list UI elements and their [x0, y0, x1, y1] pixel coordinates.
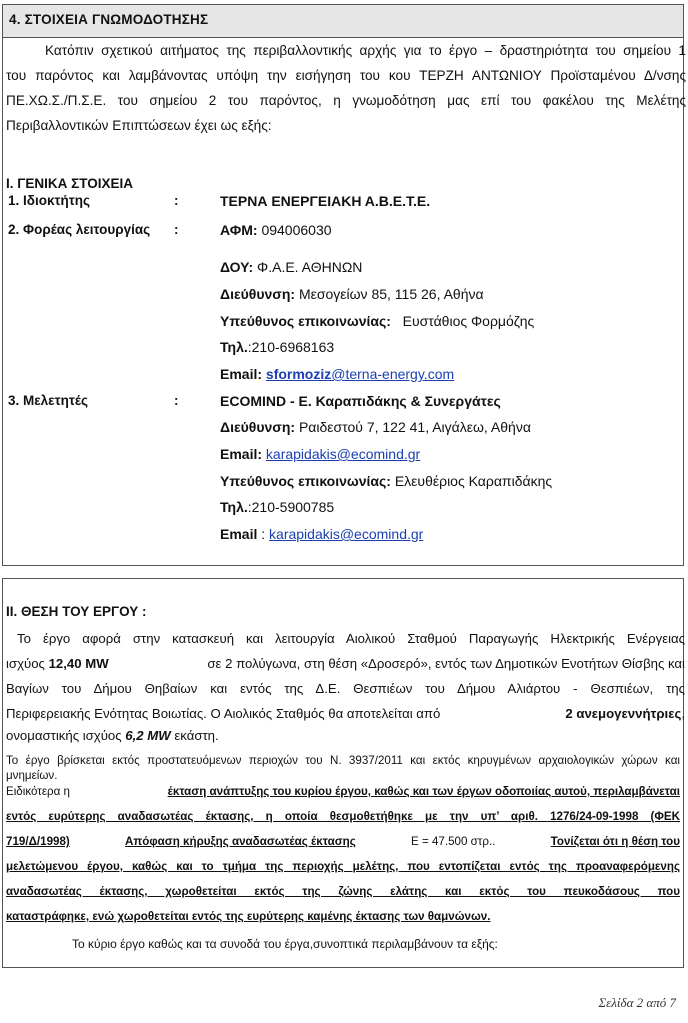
intro-line-4: Περιβαλλοντικών Επιπτώσεων έχει ως εξής: — [6, 118, 272, 133]
consultants-label: 3. Μελετητές — [8, 393, 88, 408]
consultants-email — [220, 446, 420, 462]
consultants-colon: : — [174, 393, 179, 408]
operator-phone-label: Τηλ. — [220, 339, 248, 355]
p1-line-3: Βαγίων του Δήμου Θηβαίων και εντός της Δ.Ε. Θεσπιέων του Δήμου Αλιάρτου - Θεσπιέων, της — [6, 681, 685, 696]
p1-l5-c: εκάστη. — [174, 728, 219, 743]
p3-line-3 — [6, 835, 680, 848]
p3-line-6: καταστράφηκε, ενώ χωροθετείται εντός της ευρύτερης καμένης έκτασης των θαμνώνων. — [6, 910, 491, 923]
intro-line-3: ΠΕ.ΧΩ.Σ./Π.Σ.Ε. του σημείου 2 του παρόντος, η γνωμοδότηση μας επί του φακέλου της Μελέτης — [6, 93, 686, 108]
consultants-contact-label: Υπεύθυνος επικοινωνίας: — [220, 473, 391, 489]
operator-email-domain: @terna-energy.com — [331, 366, 455, 382]
operator-colon: : — [174, 222, 179, 237]
intro-line-1: Κατόπιν σχετικού αιτήματος της περιβαλλοντικής αρχής για το έργο – δραστηριότητα του σημείου 1 — [45, 43, 686, 58]
doy-label: ΔΟΥ: — [220, 259, 254, 275]
p3-line-1 — [6, 785, 680, 798]
consultants-phone-label: Τηλ. — [220, 499, 248, 515]
section-4-title: 4. ΣΤΟΙΧΕΙΑ ΓΝΩΜΟΔΟΤΗΣΗΣ — [9, 12, 209, 27]
consultants-email2-link[interactable]: karapidakis@ecomind.gr — [269, 526, 424, 542]
consultants-contact — [220, 473, 552, 489]
intro-line-2: του παρόντος και λαμβάνοντας υπόψη την εισήγηση του κου ΤΕΡΖΗ ΑΝΤΩΝΙΟΥ Προϊσταμένου Δ/νσης — [6, 68, 686, 83]
operator-contact — [220, 313, 534, 329]
p1-l2-c: σε 2 πολύγωνα, στη θέση «Δροσερό», εντός των Δημοτικών Ενοτήτων Θίσβης και — [207, 656, 685, 671]
owner-colon: : — [174, 193, 179, 208]
operator-email — [220, 366, 454, 382]
consultants-address-label: Διεύθυνση: — [220, 419, 296, 435]
operator-address-label: Διεύθυνση: — [220, 286, 296, 302]
operator-afm — [220, 222, 332, 238]
owner-value: ΤΕΡΝΑ ΕΝΕΡΓΕΙΑΚΗ Α.Β.Ε.Τ.Ε. — [220, 193, 431, 209]
operator-phone — [220, 339, 334, 355]
consultants-address — [220, 419, 531, 435]
p3-l1-b: έκταση ανάπτυξης του κυρίου έργου, καθώς και των έργων οδοποιίας αυτού, περιλαμβάνεται — [167, 785, 680, 798]
p1-line-1: Το έργο αφορά στην κατασκευή και λειτουργία Αιολικού Σταθμού Παραγωγής Ηλεκτρικής Ενέργειας — [17, 631, 685, 646]
p2-line-2: μνημείων. — [6, 769, 58, 782]
p1-l2-a: ισχύος — [6, 656, 45, 671]
consultants-email-label: Email: — [220, 446, 263, 462]
operator-contact-label: Υπεύθυνος επικοινωνίας: — [220, 313, 391, 329]
general-heading: Ι. ΓΕΝΙΚΑ ΣΤΟΙΧΕΙΑ — [6, 176, 133, 191]
p3-l3-d: Τονίζεται ότι η θέση του — [550, 835, 680, 848]
operator-label: 2. Φορέας λειτουργίας — [8, 222, 151, 237]
p3-line-4: μελετώμενου έργου, καθώς και το τμήμα της περιοχής μελέτης, που εντοπίζεται εντός της προαναφερόμενης — [6, 860, 680, 873]
operator-phone-value: :210-6968163 — [247, 339, 335, 355]
operator-doy — [220, 259, 362, 275]
consultants-phone — [220, 499, 334, 515]
p4-line: Το κύριο έργο καθώς και τα συνοδά του έργα,συνοπτικά περιλαμβάνουν τα εξής: — [72, 937, 498, 951]
operator-email-link[interactable] — [266, 366, 454, 382]
p3-l1-a: Ειδικότερα η — [6, 785, 70, 798]
afm-label: ΑΦΜ: — [220, 222, 258, 238]
consultants-email-2 — [220, 526, 423, 542]
consultants-name: ECOMIND - Ε. Καραπιδάκης & Συνεργάτες — [220, 393, 501, 409]
turbines-count: 2 ανεμογεννήτριες — [565, 706, 682, 721]
operator-contact-value: Ευστάθιος Φορμόζης — [402, 313, 535, 329]
p2-line-1: Το έργο βρίσκεται εκτός προστατευόμενων περιοχών του Ν. 3937/2011 και εκτός κηρυγμένων αρχαιολογικών χώρων και — [6, 754, 680, 767]
consultants-phone-value: :210-5900785 — [247, 499, 335, 515]
power-total: 12,40 MW — [48, 656, 109, 671]
p3-l3-b: Απόφαση κήρυξης αναδασωτέας έκτασης — [125, 835, 356, 848]
consultants-email2-label: Email — [220, 526, 258, 542]
owner-label: 1. Ιδιοκτήτης — [8, 193, 91, 208]
doy-value: Φ.Α.Ε. ΑΘΗΝΩΝ — [257, 259, 363, 275]
location-heading: ΙΙ. ΘΕΣΗ ΤΟΥ ΕΡΓΟΥ : — [6, 604, 147, 619]
p1-line-5 — [6, 723, 219, 748]
consultants-contact-value: Ελευθέριος Καραπιδάκης — [394, 473, 553, 489]
operator-email-user: sformoziz — [265, 366, 332, 382]
p1-l5-a: ονομαστικής ισχύος — [6, 728, 122, 743]
afm-value: 094006030 — [261, 222, 332, 238]
p1-line-2 — [6, 651, 685, 676]
p3-line-5: αναδασωτέας έκτασης, χωροθετείται εκτός της ζώνης ελάτης και εκτός του πευκοδάσους που — [6, 885, 680, 898]
operator-address-value: Μεσογείων 85, 115 26, Αθήνα — [298, 286, 484, 302]
page-number: Σελίδα 2 από 7 — [598, 995, 676, 1010]
section-4-header — [3, 5, 683, 38]
p1-l4-a: Περιφερειακής Ενότητας Βοιωτίας. Ο Αιολικός Σταθμός θα αποτελείται από — [6, 706, 441, 721]
p3-l3-a: 719/Δ/1998) — [6, 835, 70, 848]
p3-l3-c: Ε = 47.500 στρ.. — [411, 835, 496, 848]
consultants-address-value: Ραιδεστού 7, 122 41, Αιγάλεω, Αθήνα — [298, 419, 531, 435]
operator-email-label: Email: — [220, 366, 263, 382]
consultants-email-link[interactable]: karapidakis@ecomind.gr — [265, 446, 421, 462]
turbine-power: 6,2 MW — [125, 728, 171, 743]
operator-address — [220, 286, 484, 302]
p1-l4-c: , — [681, 706, 685, 721]
consultants-email2-sep: : — [257, 526, 270, 542]
p3-line-2: εντός ευρύτερης αναδασωτέας έκτασης, η οποία θεσμοθετήθηκε με την υπ’ αριθ. 1276/24-09-1998 (ΦΕΚ — [6, 810, 680, 823]
